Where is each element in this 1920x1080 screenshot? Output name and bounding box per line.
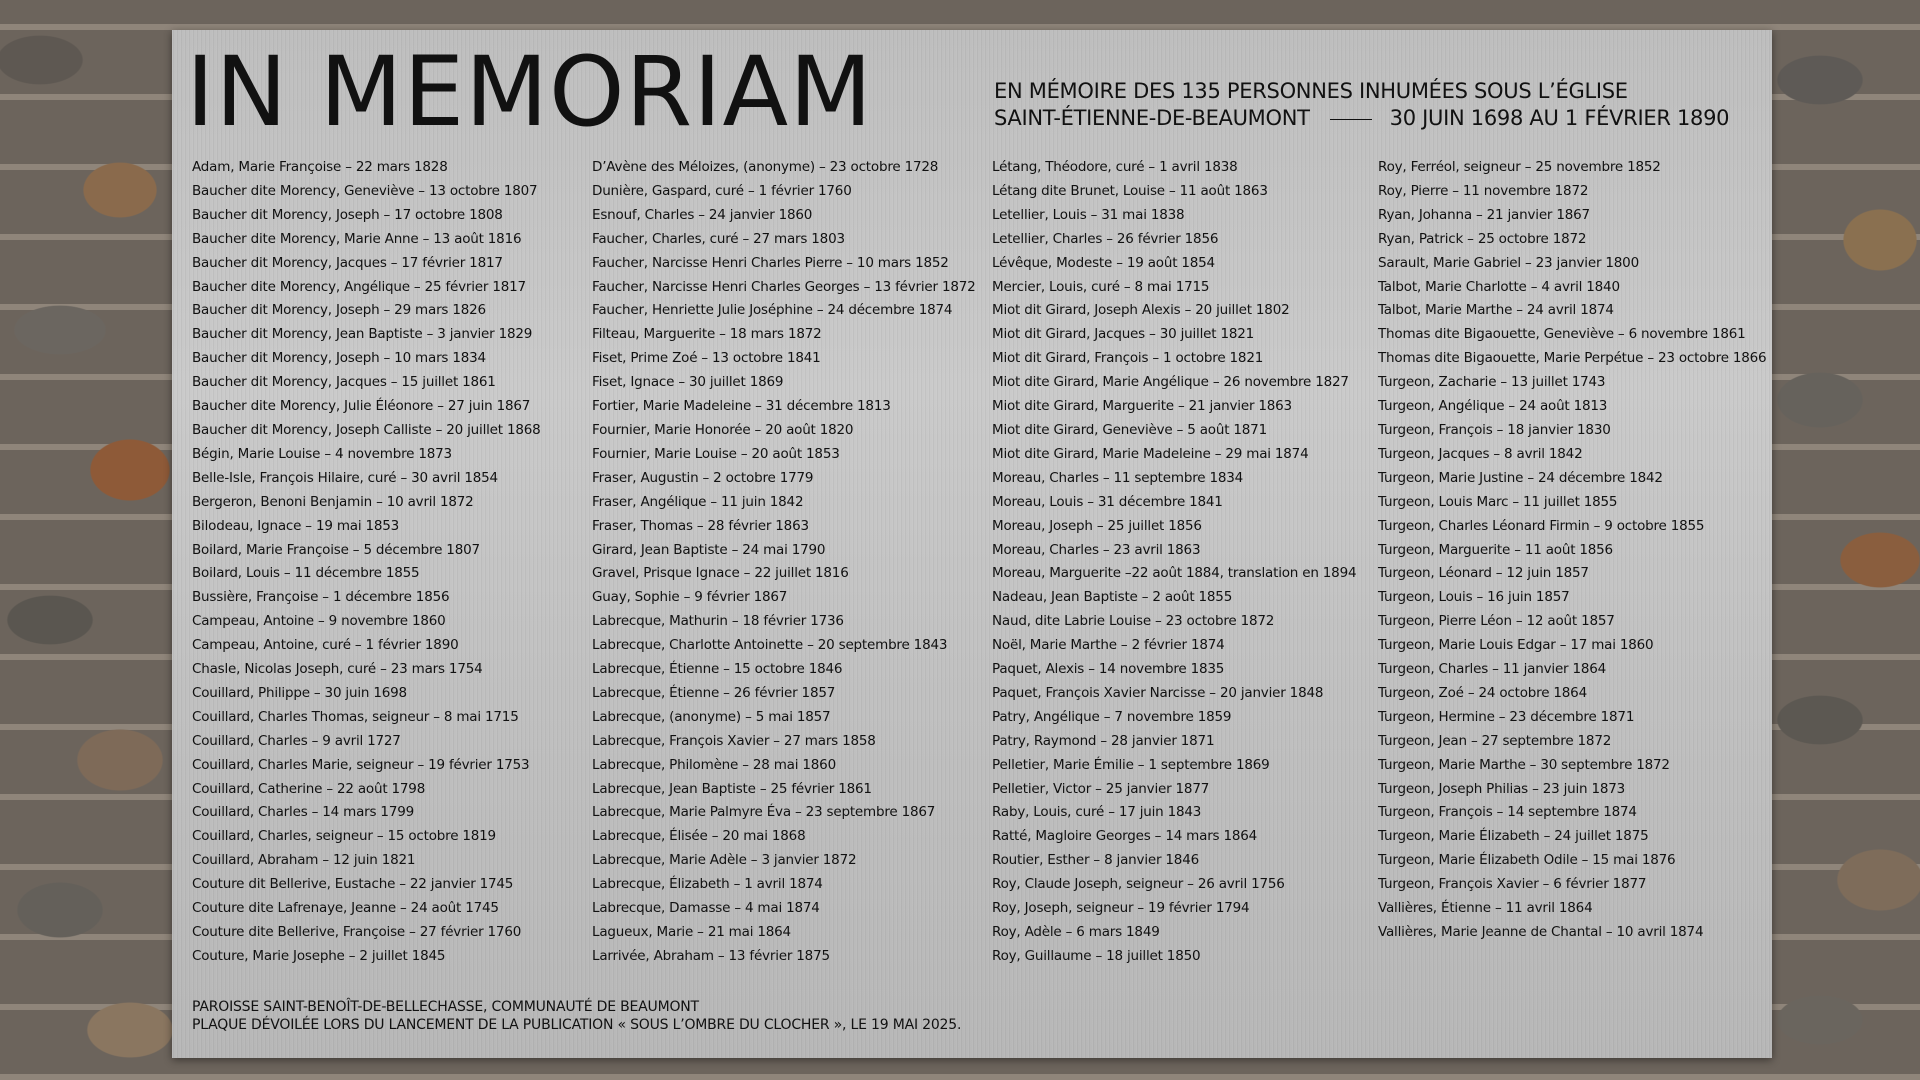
memorial-entry: Campeau, Antoine, curé – 1 février 1890: [192, 637, 459, 654]
memorial-entry: Turgeon, Marie Louis Edgar – 17 mai 1860: [1378, 637, 1654, 654]
memorial-entry: Baucher dite Morency, Geneviève – 13 octobre 1807: [192, 182, 538, 199]
memorial-entry: Belle-Isle, François Hilaire, curé – 30 avril 1854: [192, 469, 498, 486]
memorial-entry: Labrecque, Étienne – 26 février 1857: [592, 684, 836, 701]
memorial-entry: Pelletier, Marie Émilie – 1 septembre 1869: [992, 756, 1270, 773]
memorial-entry: Moreau, Louis – 31 décembre 1841: [992, 493, 1223, 510]
memorial-entry: Bergeron, Benoni Benjamin – 10 avril 1872: [192, 493, 474, 510]
memorial-entry: Labrecque, (anonyme) – 5 mai 1857: [592, 708, 831, 725]
memorial-entry: Bilodeau, Ignace – 19 mai 1853: [192, 517, 400, 534]
memorial-entry: Turgeon, François – 14 septembre 1874: [1378, 804, 1637, 821]
subtitle-line-1: EN MÉMOIRE DES 135 PERSONNES INHUMÉES SOUS L’ÉGLISE: [994, 79, 1628, 103]
memorial-entry: Turgeon, Louis – 16 juin 1857: [1378, 589, 1570, 606]
memorial-entry: Couillard, Charles – 14 mars 1799: [192, 804, 414, 821]
plaque-title: IN MEMORIAM: [186, 36, 874, 148]
memorial-entry: Bussière, Françoise – 1 décembre 1856: [192, 589, 450, 606]
memorial-entry: Roy, Ferréol, seigneur – 25 novembre 1852: [1378, 159, 1661, 175]
memorial-entry: Turgeon, Charles Léonard Firmin – 9 octobre 1855: [1378, 517, 1705, 534]
memorial-entry: Miot dit Girard, François – 1 octobre 1821: [992, 350, 1264, 367]
memorial-entry: Sarault, Marie Gabriel – 23 janvier 1800: [1378, 254, 1639, 271]
memorial-entry: Paquet, Alexis – 14 novembre 1835: [992, 661, 1225, 678]
memorial-entry: Couillard, Catherine – 22 août 1798: [192, 780, 426, 797]
memorial-entry: Moreau, Marguerite –22 août 1884, translation en 1894: [992, 565, 1357, 582]
memorial-entry: Fraser, Angélique – 11 juin 1842: [592, 493, 804, 510]
memorial-entry: Baucher dit Morency, Joseph – 29 mars 1826: [192, 302, 486, 319]
memorial-entry: Pelletier, Victor – 25 janvier 1877: [992, 780, 1210, 797]
memorial-entry: Couillard, Charles Marie, seigneur – 19 février 1753: [192, 756, 530, 773]
memorial-entry: Labrecque, Étienne – 15 octobre 1846: [592, 661, 843, 678]
memorial-entry: Turgeon, Marie Marthe – 30 septembre 1872: [1378, 756, 1670, 773]
memorial-entry: Letellier, Louis – 31 mai 1838: [992, 206, 1185, 223]
memorial-entry: Baucher dit Morency, Joseph – 17 octobre 1808: [192, 206, 503, 223]
names-column-1: [192, 156, 582, 969]
memorial-entry: Turgeon, Marie Élizabeth Odile – 15 mai 1876: [1378, 852, 1676, 869]
memorial-entry: Roy, Joseph, seigneur – 19 février 1794: [992, 900, 1250, 917]
memorial-entry: Lévêque, Modeste – 19 août 1854: [992, 254, 1215, 271]
memorial-entry: Couture dit Bellerive, Eustache – 22 janvier 1745: [192, 876, 514, 893]
memorial-entry: Ratté, Magloire Georges – 14 mars 1864: [992, 828, 1258, 845]
memorial-entry: Faucher, Charles, curé – 27 mars 1803: [592, 230, 845, 247]
names-column-4: [1378, 156, 1768, 945]
memorial-entry: Vallières, Étienne – 11 avril 1864: [1378, 900, 1593, 917]
memorial-entry: Baucher dite Morency, Angélique – 25 février 1817: [192, 278, 526, 295]
memorial-entry: Fournier, Marie Louise – 20 août 1853: [592, 445, 840, 462]
memorial-entry: Turgeon, Zoé – 24 octobre 1864: [1378, 684, 1587, 701]
memorial-entry: Miot dite Girard, Geneviève – 5 août 1871: [992, 421, 1267, 438]
memorial-entry: Moreau, Joseph – 25 juillet 1856: [992, 517, 1202, 534]
memorial-entry: Labrecque, Charlotte Antoinette – 20 septembre 1843: [592, 637, 948, 654]
subtitle-date-range: 30 JUIN 1698 AU 1 FÉVRIER 1890: [1389, 106, 1730, 130]
memorial-entry: Baucher dit Morency, Jean Baptiste – 3 janvier 1829: [192, 326, 533, 343]
memorial-entry: Miot dit Girard, Joseph Alexis – 20 juillet 1802: [992, 302, 1290, 319]
memorial-entry: Naud, dite Labrie Louise – 23 octobre 1872: [992, 613, 1275, 630]
subtitle-dash-divider: [1330, 119, 1372, 120]
memorial-entry: Boilard, Louis – 11 décembre 1855: [192, 565, 420, 582]
memorial-entry: Baucher dit Morency, Jacques – 17 février 1817: [192, 254, 503, 271]
memorial-entry: Patry, Raymond – 28 janvier 1871: [992, 732, 1215, 749]
memorial-entry: Thomas dite Bigaouette, Geneviève – 6 novembre 1861: [1378, 326, 1746, 343]
memorial-entry: Filteau, Marguerite – 18 mars 1872: [592, 326, 822, 343]
names-column-2: [592, 156, 982, 969]
memorial-entry: Faucher, Narcisse Henri Charles Georges – 13 février 1872: [592, 278, 976, 295]
memorial-entry: Larrivée, Abraham – 13 février 1875: [592, 947, 830, 964]
memorial-entry: Miot dite Girard, Marie Angélique – 26 novembre 1827: [992, 374, 1349, 391]
memorial-entry: Turgeon, Louis Marc – 11 juillet 1855: [1378, 493, 1618, 510]
memorial-entry: Routier, Esther – 8 janvier 1846: [992, 852, 1199, 869]
memorial-entry: Baucher dit Morency, Jacques – 15 juillet 1861: [192, 374, 496, 391]
memorial-entry: Ryan, Johanna – 21 janvier 1867: [1378, 206, 1590, 223]
memorial-entry: Baucher dite Morency, Marie Anne – 13 août 1816: [192, 230, 522, 247]
memorial-entry: Esnouf, Charles – 24 janvier 1860: [592, 206, 813, 223]
memorial-entry: Ryan, Patrick – 25 octobre 1872: [1378, 230, 1587, 247]
memorial-entry: Raby, Louis, curé – 17 juin 1843: [992, 804, 1202, 821]
memorial-entry: Gravel, Prisque Ignace – 22 juillet 1816: [592, 565, 849, 582]
subtitle-church-name: SAINT-ÉTIENNE-DE-BEAUMONT: [994, 106, 1310, 130]
memorial-entry: Turgeon, Marguerite – 11 août 1856: [1378, 541, 1613, 558]
memorial-entry: Talbot, Marie Marthe – 24 avril 1874: [1378, 302, 1614, 319]
memorial-entry: Couillard, Charles – 9 avril 1727: [192, 732, 401, 749]
memorial-entry: Moreau, Charles – 23 avril 1863: [992, 541, 1201, 558]
footer-parish-line: PAROISSE SAINT-BENOÎT-DE-BELLECHASSE, COMMUNAUTÉ DE BEAUMONT: [192, 999, 699, 1015]
memorial-entry: Labrecque, Élisée – 20 mai 1868: [592, 828, 806, 845]
memorial-entry: Guay, Sophie – 9 février 1867: [592, 589, 788, 606]
memorial-entry: Fortier, Marie Madeleine – 31 décembre 1813: [592, 398, 891, 415]
memorial-entry: Boilard, Marie Françoise – 5 décembre 1807: [192, 541, 480, 558]
memorial-entry: Fiset, Ignace – 30 juillet 1869: [592, 374, 784, 391]
memorial-entry: Couillard, Philippe – 30 juin 1698: [192, 684, 407, 701]
memorial-entry: Labrecque, Marie Adèle – 3 janvier 1872: [592, 852, 857, 869]
memorial-entry: Létang dite Brunet, Louise – 11 août 1863: [992, 182, 1268, 199]
memorial-entry: Couture dite Lafrenaye, Jeanne – 24 août 1745: [192, 900, 499, 917]
memorial-entry: Letellier, Charles – 26 février 1856: [992, 230, 1219, 247]
memorial-plaque: [172, 30, 1772, 1058]
memorial-entry: Faucher, Henriette Julie Joséphine – 24 décembre 1874: [592, 302, 953, 319]
memorial-entry: Turgeon, Marie Élizabeth – 24 juillet 1875: [1378, 828, 1649, 845]
memorial-entry: Labrecque, Élizabeth – 1 avril 1874: [592, 876, 823, 893]
memorial-entry: Paquet, François Xavier Narcisse – 20 janvier 1848: [992, 684, 1324, 701]
memorial-entry: Baucher dit Morency, Joseph Calliste – 20 juillet 1868: [192, 421, 541, 438]
memorial-entry: Labrecque, Marie Palmyre Éva – 23 septembre 1867: [592, 804, 936, 821]
memorial-entry: Talbot, Marie Charlotte – 4 avril 1840: [1378, 278, 1620, 295]
memorial-entry: Couillard, Charles Thomas, seigneur – 8 mai 1715: [192, 708, 519, 725]
memorial-entry: Roy, Pierre – 11 novembre 1872: [1378, 182, 1589, 199]
memorial-entry: Fournier, Marie Honorée – 20 août 1820: [592, 421, 854, 438]
footer-unveiling-line: PLAQUE DÉVOILÉE LORS DU LANCEMENT DE LA PUBLICATION « SOUS L’OMBRE DU CLOCHER », LE 19 MAI 2025.: [192, 1017, 962, 1033]
memorial-entry: Noël, Marie Marthe – 2 février 1874: [992, 637, 1225, 654]
memorial-entry: D’Avène des Méloizes, (anonyme) – 23 octobre 1728: [592, 159, 939, 175]
memorial-entry: Couture dite Bellerive, Françoise – 27 février 1760: [192, 924, 522, 940]
memorial-entry: Turgeon, Angélique – 24 août 1813: [1378, 398, 1608, 415]
memorial-entry: Turgeon, Joseph Philias – 23 juin 1873: [1378, 780, 1626, 797]
memorial-entry: Turgeon, Léonard – 12 juin 1857: [1378, 565, 1589, 582]
memorial-entry: Thomas dite Bigaouette, Marie Perpétue – 23 octobre 1866: [1378, 350, 1767, 367]
memorial-entry: Dunière, Gaspard, curé – 1 février 1760: [592, 182, 852, 199]
memorial-entry: Adam, Marie Françoise – 22 mars 1828: [192, 159, 448, 175]
memorial-entry: Labrecque, Philomène – 28 mai 1860: [592, 756, 836, 773]
plaque-subtitle: [994, 78, 1729, 132]
memorial-entry: Miot dite Girard, Marguerite – 21 janvier 1863: [992, 398, 1292, 415]
memorial-entry: Roy, Guillaume – 18 juillet 1850: [992, 947, 1201, 964]
memorial-entry: Turgeon, François – 18 janvier 1830: [1378, 421, 1611, 438]
memorial-entry: Chasle, Nicolas Joseph, curé – 23 mars 1754: [192, 661, 483, 678]
memorial-entry: Labrecque, François Xavier – 27 mars 1858: [592, 732, 876, 749]
memorial-entry: Miot dit Girard, Jacques – 30 juillet 1821: [992, 326, 1254, 343]
memorial-entry: Roy, Claude Joseph, seigneur – 26 avril 1756: [992, 876, 1285, 893]
memorial-entry: Turgeon, Hermine – 23 décembre 1871: [1378, 708, 1635, 725]
memorial-entry: Campeau, Antoine – 9 novembre 1860: [192, 613, 446, 630]
memorial-entry: Moreau, Charles – 11 septembre 1834: [992, 469, 1244, 486]
memorial-entry: Turgeon, Zacharie – 13 juillet 1743: [1378, 374, 1606, 391]
memorial-entry: Turgeon, Jacques – 8 avril 1842: [1378, 445, 1583, 462]
memorial-entry: Nadeau, Jean Baptiste – 2 août 1855: [992, 589, 1233, 606]
memorial-entry: Turgeon, François Xavier – 6 février 1877: [1378, 876, 1647, 893]
memorial-entry: Mercier, Louis, curé – 8 mai 1715: [992, 278, 1210, 295]
memorial-entry: Turgeon, Pierre Léon – 12 août 1857: [1378, 613, 1615, 630]
memorial-entry: Labrecque, Jean Baptiste – 25 février 1861: [592, 780, 872, 797]
memorial-entry: Roy, Adèle – 6 mars 1849: [992, 924, 1160, 940]
memorial-entry: Vallières, Marie Jeanne de Chantal – 10 avril 1874: [1378, 924, 1704, 940]
memorial-entry: Girard, Jean Baptiste – 24 mai 1790: [592, 541, 826, 558]
names-column-3: [992, 156, 1372, 969]
memorial-entry: Turgeon, Jean – 27 septembre 1872: [1378, 732, 1612, 749]
memorial-entry: Létang, Théodore, curé – 1 avril 1838: [992, 159, 1238, 175]
memorial-entry: Baucher dite Morency, Julie Éléonore – 27 juin 1867: [192, 398, 531, 415]
memorial-entry: Fiset, Prime Zoé – 13 octobre 1841: [592, 350, 821, 367]
memorial-entry: Baucher dit Morency, Joseph – 10 mars 1834: [192, 350, 486, 367]
memorial-entry: Labrecque, Damasse – 4 mai 1874: [592, 900, 820, 917]
subtitle-line-2: [994, 105, 1729, 132]
memorial-entry: Turgeon, Marie Justine – 24 décembre 1842: [1378, 469, 1663, 486]
memorial-entry: Fraser, Augustin – 2 octobre 1779: [592, 469, 814, 486]
memorial-entry: Miot dite Girard, Marie Madeleine – 29 mai 1874: [992, 445, 1309, 462]
memorial-entry: Turgeon, Charles – 11 janvier 1864: [1378, 661, 1607, 678]
memorial-entry: Couillard, Charles, seigneur – 15 octobre 1819: [192, 828, 496, 845]
memorial-entry: Couillard, Abraham – 12 juin 1821: [192, 852, 416, 869]
memorial-entry: Couture, Marie Josephe – 2 juillet 1845: [192, 947, 446, 964]
memorial-entry: Fraser, Thomas – 28 février 1863: [592, 517, 809, 534]
plaque-footer: [192, 998, 961, 1034]
memorial-entry: Patry, Angélique – 7 novembre 1859: [992, 708, 1232, 725]
memorial-entry: Labrecque, Mathurin – 18 février 1736: [592, 613, 844, 630]
memorial-entry: Lagueux, Marie – 21 mai 1864: [592, 924, 791, 940]
memorial-entry: Faucher, Narcisse Henri Charles Pierre – 10 mars 1852: [592, 254, 949, 271]
memorial-entry: Bégin, Marie Louise – 4 novembre 1873: [192, 445, 452, 462]
